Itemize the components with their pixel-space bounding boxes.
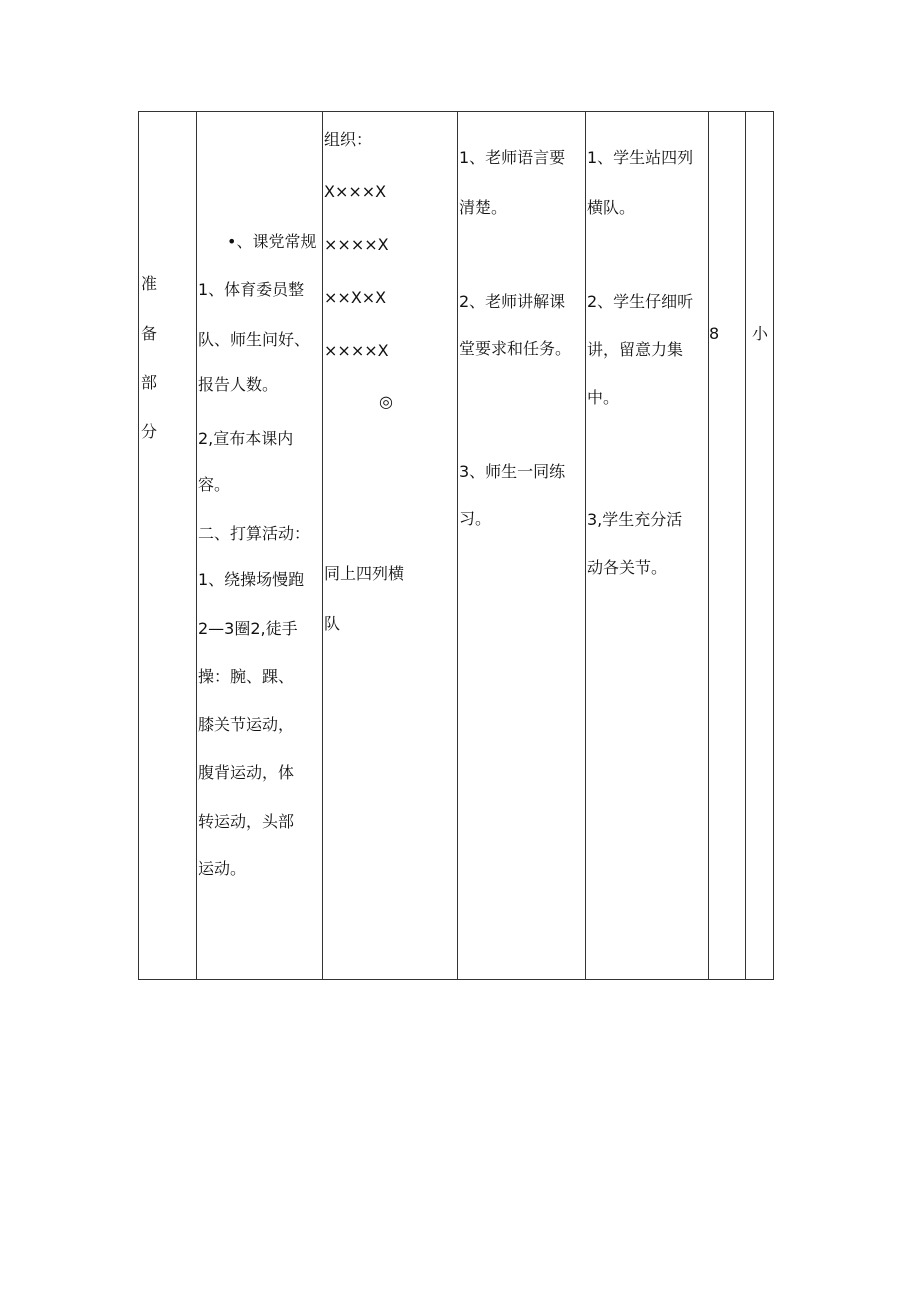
student-line: 动各关节。	[587, 558, 668, 577]
column-divider	[745, 112, 746, 979]
teacher-line: 2、老师讲解课	[459, 292, 566, 311]
teacher-line: 堂要求和任务。	[459, 339, 572, 358]
intensity-value: 小	[752, 324, 769, 343]
content-line: 腹背运动，体	[198, 763, 295, 782]
column-divider	[585, 112, 586, 979]
section-label-char: 部	[141, 373, 158, 392]
organization-note: 队	[324, 614, 341, 633]
content-line: 转运动，头部	[198, 812, 295, 831]
content-line: 报告人数。	[198, 375, 279, 394]
content-line: 1、体育委员整	[198, 280, 305, 299]
formation-row: ××××X	[324, 235, 389, 254]
content-line: 1、绕操场慢跑	[198, 570, 305, 589]
content-line: 运动。	[198, 859, 247, 878]
student-line: 横队。	[587, 198, 636, 217]
formation-row: ××X×X	[324, 288, 387, 307]
section-label-char: 准	[141, 274, 158, 293]
content-line: 操：腕、踝、	[198, 667, 295, 686]
column-divider	[322, 112, 323, 979]
column-divider	[708, 112, 709, 979]
section-label-char: 分	[141, 422, 158, 441]
column-divider	[196, 112, 197, 979]
student-line: 讲，留意力集	[587, 340, 684, 359]
teacher-line: 习。	[459, 509, 492, 528]
student-line: 2、学生仔细听	[587, 292, 694, 311]
content-line: 2,宣布本课内	[198, 429, 294, 448]
teacher-line: 1、老师语言要	[459, 148, 566, 167]
content-line: 容。	[198, 475, 231, 494]
content-line: 2—3圈2,徒手	[198, 619, 298, 638]
organization-note: 同上四列横	[324, 564, 405, 583]
time-value: 8	[709, 324, 720, 343]
teacher-line: 3、师生一同练	[459, 462, 566, 481]
content-line: 二、打算活动：	[198, 524, 311, 543]
routine-heading: •、课党常规	[227, 232, 317, 251]
lesson-plan-table	[138, 111, 774, 980]
section-label-char: 备	[141, 324, 158, 343]
teacher-line: 清楚。	[459, 198, 508, 217]
student-line: 3,学生充分活	[587, 510, 683, 529]
formation-row: ××××X	[324, 341, 389, 360]
content-line: 膝关节运动，	[198, 715, 295, 734]
student-line: 1、学生站四列	[587, 148, 694, 167]
formation-row: X×××X	[324, 182, 387, 201]
column-divider	[457, 112, 458, 979]
content-line: 队、师生问好、	[198, 330, 311, 349]
teacher-position-icon: ◎	[379, 392, 393, 411]
student-line: 中。	[587, 388, 620, 407]
organization-label: 组织：	[324, 130, 373, 149]
